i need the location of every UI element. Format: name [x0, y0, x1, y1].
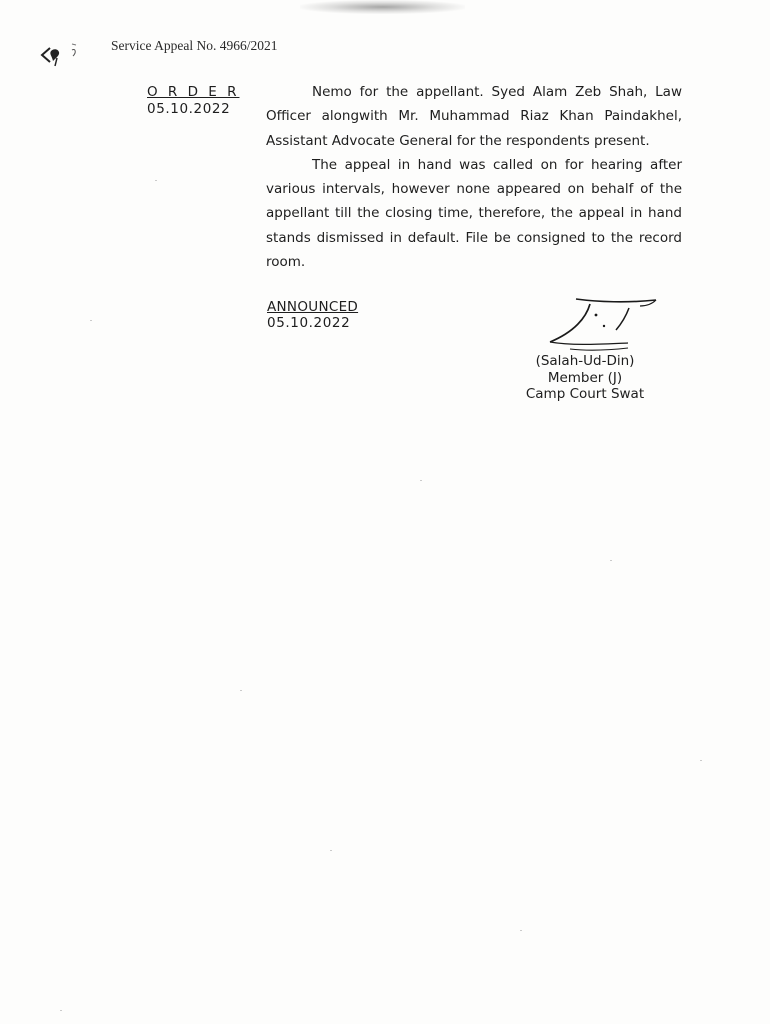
signatory-name: (Salah-Ud-Din) [535, 353, 635, 369]
announced-label: ANNOUNCED [267, 299, 359, 315]
signature-icon [528, 292, 668, 356]
scan-speck [700, 760, 702, 761]
order-paragraph: The appeal in hand was called on for hearing after various intervals, however none appeared on behalf of the appellant till the closing time, therefore, the appeal in hand stands dismissed in default. File be consigned to the record room. [266, 156, 682, 271]
scan-speck [420, 480, 422, 481]
signatory-court: Camp Court Swat [525, 386, 645, 402]
scan-speck [330, 850, 332, 851]
scan-speck [240, 690, 242, 691]
case-reference: Service Appeal No. 4966/2021 [111, 38, 278, 53]
scan-speck [155, 180, 157, 181]
scan-speck [60, 1010, 62, 1011]
pen-mark-icon [36, 42, 84, 70]
scan-speck [90, 320, 92, 321]
order-date: 05.10.2022 [147, 101, 231, 117]
signatory-designation: Member (J) [547, 369, 623, 386]
order-paragraph: Nemo for the appellant. Syed Alam Zeb Shah, Law Officer alongwith Mr. Muhammad Riaz Khan Paindakhel, Assistant Advocate General for the respondents present. [266, 84, 682, 149]
order-body [266, 80, 682, 274]
order-heading: O R D E R [147, 84, 240, 100]
scan-speck [610, 560, 612, 561]
scan-speck [520, 930, 522, 931]
scan-artifact [300, 0, 465, 14]
announced-date: 05.10.2022 [267, 315, 351, 331]
signatory-block [500, 353, 670, 403]
